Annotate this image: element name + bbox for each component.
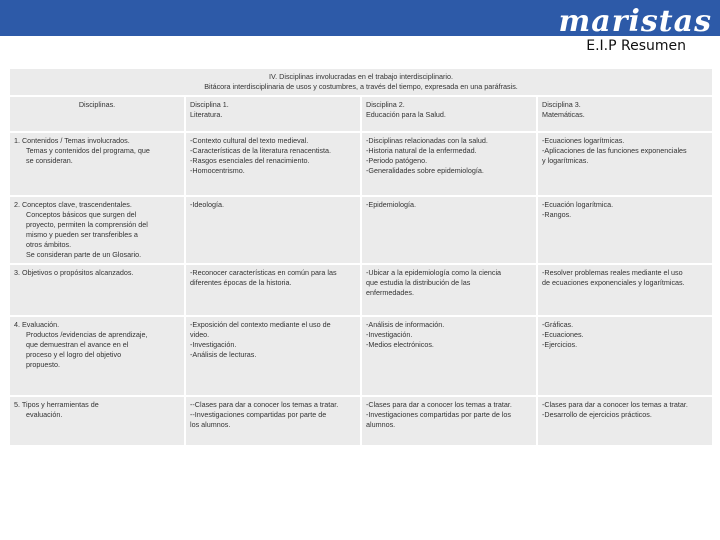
table-cell xyxy=(186,265,360,315)
row-label-title: 4. Evaluación. xyxy=(14,320,60,329)
row-label xyxy=(10,265,184,315)
cell-line: --Clases para dar a conocer los temas a tratar. xyxy=(190,400,339,409)
table-cell xyxy=(538,397,712,445)
cell-line: -Ejercicios. xyxy=(542,340,578,349)
cell-line: -Exposición del contexto mediante el uso de xyxy=(190,320,331,329)
logo-text: maristas xyxy=(558,4,712,39)
cell-line: diferentes épocas de la historia. xyxy=(190,278,292,287)
cell-line: -Epidemiología. xyxy=(366,200,416,209)
cell-line: -Investigación. xyxy=(190,340,237,349)
row-label-description: proceso y el logro del objetivo xyxy=(26,350,122,359)
column-header-subject: Matemáticas. xyxy=(542,110,585,119)
cell-line: -Ubicar a la epidemiología como la ciencia xyxy=(366,268,502,277)
table-cell xyxy=(186,197,360,263)
cell-line: -Clases para dar a conocer los temas a tratar. xyxy=(542,400,688,409)
column-header xyxy=(362,97,536,131)
row-label xyxy=(10,133,184,195)
cell-line: -Gráficas. xyxy=(542,320,574,329)
table-cell xyxy=(186,133,360,195)
column-header-subject: Educación para la Salud. xyxy=(366,110,446,119)
cell-line: -Clases para dar a conocer los temas a tratar. xyxy=(366,400,512,409)
row-label xyxy=(10,397,184,445)
table-cell xyxy=(538,197,712,263)
row-label-description: Productos /evidencias de aprendizaje, xyxy=(26,330,148,339)
cell-line: -Ecuaciones logarítmicas. xyxy=(542,136,625,145)
table-row xyxy=(10,317,712,395)
table-cell xyxy=(362,265,536,315)
table-cell xyxy=(362,133,536,195)
table-heading-line2: Bitácora interdisciplinaria de usos y costumbres, a través del tiempo, expresada en una paráfrasis. xyxy=(204,82,518,91)
table-cell xyxy=(362,317,536,395)
table-cell xyxy=(362,397,536,445)
cell-line: -Desarrollo de ejercicios prácticos. xyxy=(542,410,652,419)
row-label-description: Se consideran parte de un Glosario. xyxy=(26,250,142,259)
row-label-description: Temas y contenidos del programa, que xyxy=(26,146,150,155)
column-header-number: Disciplina 2. xyxy=(366,100,405,109)
cell-line: -Periodo patógeno. xyxy=(366,156,428,165)
cell-line: video. xyxy=(190,330,210,339)
slide-title: E.I.P Resumen xyxy=(586,38,686,54)
cell-line: y logarítmicas. xyxy=(542,156,589,165)
table-cell xyxy=(186,317,360,395)
disciplines-table xyxy=(8,67,714,447)
cell-line: alumnos. xyxy=(366,420,396,429)
cell-line: --Investigaciones compartidas por parte de xyxy=(190,410,327,419)
cell-line: que estudia la distribución de las xyxy=(366,278,471,287)
row-label-description: otros ámbitos. xyxy=(26,240,72,249)
cell-line: -Características de la literatura renacentista. xyxy=(190,146,332,155)
column-header-row xyxy=(10,97,712,131)
table-cell xyxy=(186,397,360,445)
cell-line: -Disciplinas relacionadas con la salud. xyxy=(366,136,488,145)
cell-line: -Rangos. xyxy=(542,210,572,219)
cell-line: -Rasgos esenciales del renacimiento. xyxy=(190,156,310,165)
row-label-description: se consideran. xyxy=(26,156,73,165)
table-row xyxy=(10,197,712,263)
cell-line: -Investigación. xyxy=(366,330,413,339)
cell-line: -Ecuación logarítmica. xyxy=(542,200,614,209)
row-label-description: Conceptos básicos que surgen del xyxy=(26,210,137,219)
column-header xyxy=(538,97,712,131)
table-cell xyxy=(538,317,712,395)
cell-line: -Contexto cultural del texto medieval. xyxy=(190,136,309,145)
column-header-number: Disciplina 1. xyxy=(190,100,229,109)
table-row xyxy=(10,265,712,315)
table-heading-line1: IV. Disciplinas involucradas en el trabajo interdisciplinario. xyxy=(269,72,453,81)
row-label-title: 5. Tipos y herramientas de xyxy=(14,400,99,409)
row-label-description: que demuestran el avance en el xyxy=(26,340,129,349)
cell-line: -Ecuaciones. xyxy=(542,330,584,339)
cell-line: -Ideología. xyxy=(190,200,224,209)
row-label-title: 3. Objetivos o propósitos alcanzados. xyxy=(14,268,134,277)
table-heading xyxy=(10,69,712,95)
cell-line: -Generalidades sobre epidemiología. xyxy=(366,166,484,175)
cell-line: -Análisis de información. xyxy=(366,320,445,329)
cell-line: enfermedades. xyxy=(366,288,414,297)
column-header xyxy=(186,97,360,131)
row-label-title: 2. Conceptos clave, trascendentales. xyxy=(14,200,132,209)
cell-line: de ecuaciones exponenciales y logarítmicas. xyxy=(542,278,685,287)
row-label xyxy=(10,197,184,263)
table-cell xyxy=(538,133,712,195)
cell-line: los alumnos. xyxy=(190,420,231,429)
corner-cell: Disciplinas. xyxy=(10,97,184,131)
row-label xyxy=(10,317,184,395)
cell-line: -Reconocer características en común para las xyxy=(190,268,337,277)
cell-line: -Resolver problemas reales mediante el uso xyxy=(542,268,683,277)
cell-line: -Investigaciones compartidas por parte de los xyxy=(366,410,512,419)
table-cell xyxy=(538,265,712,315)
row-label-description: propuesto. xyxy=(26,360,60,369)
table-heading-row xyxy=(10,69,712,95)
cell-line: -Historia natural de la enfermedad. xyxy=(366,146,477,155)
table-row xyxy=(10,133,712,195)
cell-line: -Análisis de lecturas. xyxy=(190,350,257,359)
row-label-description: proyecto, permiten la comprensión del xyxy=(26,220,148,229)
maristas-logo xyxy=(558,0,720,39)
cell-line: -Homocentrismo. xyxy=(190,166,245,175)
row-label-title: 1. Contenidos / Temas involucrados. xyxy=(14,136,130,145)
row-label-description: evaluación. xyxy=(26,410,63,419)
column-header-number: Disciplina 3. xyxy=(542,100,581,109)
cell-line: -Aplicaciones de las funciones exponenciales xyxy=(542,146,687,155)
table-cell xyxy=(362,197,536,263)
row-label-description: mismo y pueden ser transferibles a xyxy=(26,230,138,239)
column-header-subject: Literatura. xyxy=(190,110,223,119)
table-row xyxy=(10,397,712,445)
cell-line: -Medios electrónicos. xyxy=(366,340,434,349)
